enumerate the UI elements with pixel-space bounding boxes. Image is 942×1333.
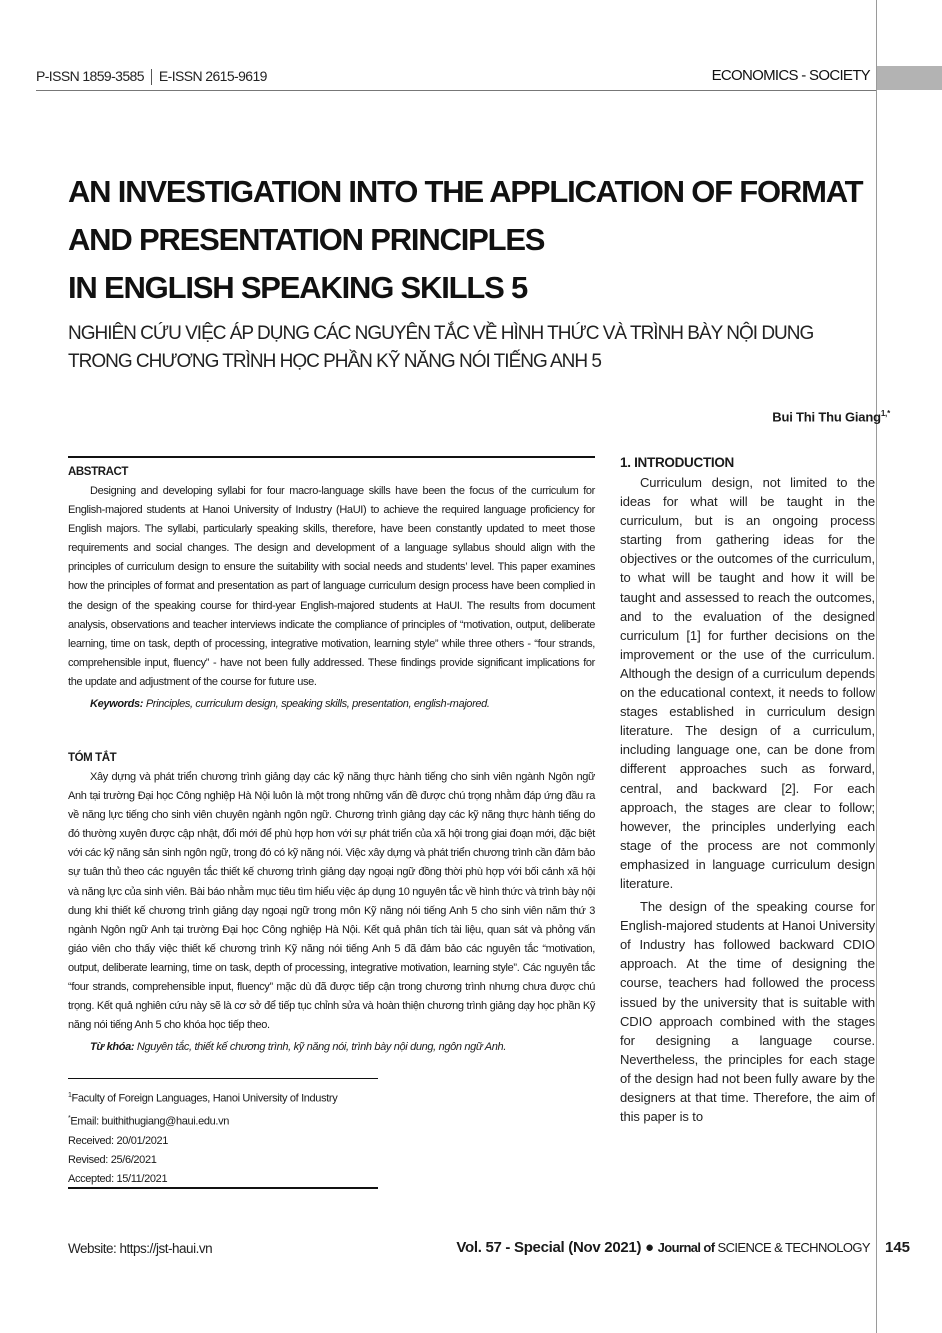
issn-print: P-ISSN 1859-3585: [36, 68, 144, 84]
margin-rule: [876, 0, 877, 1333]
keywords-text: Nguyên tắc, thiết kế chương trình, kỹ năng nói, trình bày nội dung, ngôn ngữ Anh.: [136, 1041, 507, 1054]
email: [68, 1109, 337, 1132]
subtitle-line: TRONG CHƯƠNG TRÌNH HỌC PHẦN KỸ NĂNG NÓI TIẾNG ANH 5: [68, 351, 601, 372]
subtitle-line: NGHIÊN CỨU VIỆC ÁP DỤNG CÁC NGUYÊN TẮC VỀ HÌNH THỨC VÀ TRÌNH BÀY NỘI DUNG: [68, 323, 814, 344]
header-rule: [36, 90, 876, 91]
keywords: [90, 698, 595, 710]
abstract-text: Designing and developing syllabi for four macro-language skills have been the focus of the curriculum for English-majored students at Hanoi University of Industry (HaUI) to achieve the required language proficiency for English majors. The syllabi, particularly speaking skills, therefore, have been constantly updated to meet those requirements and social changes. The design and development of a language syllabus should align with the principles of curriculum design to ensure the suitability with social needs and students’ level. This paper examines how the principles of format and presentation as part of language curriculum design process have been complied in the design of the speaking course for third-year English-majored students at HaUI. The results from document analysis, observations and teacher interviews indicate the compliance of principles of “motivation, output, deliberate learning, time on task, depth of processing, integrative motivation, learning style” while three others - “four strands, comprehensible input, fluency” - have not been fully addressed. These findings provide significant implications for the update and adjustment of the course for future use.: [68, 485, 595, 688]
title-line: AND PRESENTATION PRINCIPLES: [68, 222, 545, 257]
volume: Vol. 57 - Special (Nov 2021): [456, 1239, 642, 1256]
page-title: [68, 168, 862, 312]
vietnamese-title: [68, 320, 813, 376]
accepted-date: Accepted: 15/11/2021: [68, 1173, 168, 1186]
author-name: Bui Thi Thu Giang: [772, 409, 881, 425]
section-label: ECONOMICS - SOCIETY: [711, 67, 870, 84]
footnote-rule: [68, 1078, 378, 1079]
introduction-heading: 1. INTRODUCTION: [620, 455, 735, 470]
received-date: Received: 20/01/2021: [68, 1134, 169, 1147]
journal-name: SCIENCE & TECHNOLOGY: [717, 1240, 870, 1255]
bullet: ●: [645, 1239, 654, 1256]
tomtat-heading: TÓM TẮT: [68, 752, 117, 764]
affiliation-text: Faculty of Foreign Languages, Hanoi University of Industry: [71, 1092, 338, 1105]
journal-prefix: Journal of: [657, 1240, 715, 1255]
paragraph: Curriculum design, not limited to the ideas for what will be taught in the curriculum, but is an ongoing process starting from gathering ideas for the objectives or the outcomes of the curriculum, to what will be taught and how it will be taught and assessed to reach the outcomes, and to the evaluation of the designed curriculum [1] for further decisions on the improvement or the use of the curriculum. Although the design of a curriculum depends on the educational context, it needs to follow stages established in curriculum design literature. The design of a curriculum, including language one, can be done from different approaches such as forward, central, and backward [2]. For each approach, the stages are clear to follow; however, the principles underlying each stage of the process are not commonly emphasized in language curriculum design literature.: [620, 475, 875, 891]
email-link[interactable]: Email: buithithugiang@haui.edu.vn: [70, 1115, 229, 1128]
affiliation: [68, 1086, 337, 1109]
keywords-label: Từ khóa:: [90, 1041, 135, 1054]
divider: [151, 69, 152, 85]
author-marks: 1,*: [880, 409, 890, 418]
tomtat-keywords: [90, 1041, 595, 1053]
tomtat-section: [68, 752, 595, 1053]
abstract-section: [68, 466, 595, 710]
issn-header: [36, 68, 267, 85]
tomtat-text: Xây dựng và phát triển chương trình giảng dạy các kỹ năng thực hành tiếng cho sinh viên ngành Ngôn ngữ Anh tại trường Đại học Công nghiệp Hà Nội luôn là một trong những vấn đề được chú trọng nhằm đáp ứng đầu ra về năng lực tiếng cho sinh viên chuyên ngành ngôn ngữ. Chương trình giảng dạy các kỹ năng thực hành tiếng do đó thường xuyên được cập nhật, đổi mới để phù hợp hơn với sự phát triển của xã hội trong giai đoạn mới, đặc biệt với các kỹ năng sản sinh ngôn ngữ, trong đó có kỹ năng nói. Việc xây dựng và phát triển chương trình cần đảm bảo sự tuân thủ theo các nguyên tắc thiết kế chương trình giảng dạy ngoại ngữ đồng thời phù hợp với bối cảnh xã hội và năng lực của sinh viên. Bài báo nhằm mục tiêu tìm hiểu việc áp dụng 10 nguyên tắc về hình thức và trình bày nội dung khi thiết kế chương trình giảng dạy ngoại ngữ trong môn Kỹ năng nói tiếng Anh 5 cho sinh viên năm thứ 3 ngành Ngôn ngữ Anh tại trường Đại học Công nghiệp Hà Nội. Kết quả phân tích tài liệu, quan sát và phỏng vấn giáo viên cho thấy việc thiết kế chương trình Kỹ năng nói tiếng Anh 5 đã đảm bảo các nguyên tắc “motivation, output, deliberate learning, time on task, depth of processing, integrative motivation, learning style”. Các nguyên tắc “four strands, comprehensible input, fluency” mặc dù đã được tiếp cận trong chương trình nhưng chưa được chú trọng. Kết quả nghiên cứu này sẽ là cơ sở để tiếp tục chỉnh sửa và hoàn thiện chương trình giảng dạy học phần Kỹ năng nói tiếng Anh 5 cho khóa học tiếp theo.: [68, 771, 595, 1032]
mark: *: [68, 1114, 71, 1122]
revised-date: Revised: 25/6/2021: [68, 1153, 157, 1166]
introduction-section: [620, 455, 875, 1130]
keywords-label: Keywords:: [90, 698, 144, 711]
section-tab-marker: [877, 66, 942, 90]
abstract-rule: [68, 456, 595, 458]
page-number: 145: [885, 1239, 911, 1256]
issn-electronic: E-ISSN 2615-9619: [158, 68, 267, 84]
journal-footer: [456, 1239, 870, 1256]
footnote-bottom-rule: [68, 1187, 378, 1189]
keywords-text: Principles, curriculum design, speaking skills, presentation, english-majored.: [145, 698, 490, 711]
title-line: AN INVESTIGATION INTO THE APPLICATION OF FORMAT: [68, 174, 863, 209]
abstract-heading: ABSTRACT: [68, 466, 129, 478]
title-line: IN ENGLISH SPEAKING SKILLS 5: [68, 270, 528, 305]
website-link[interactable]: Website: https://jst-haui.vn: [68, 1241, 213, 1256]
mark: 1: [68, 1092, 72, 1099]
paragraph: The design of the speaking course for English-majored students at Hanoi University of Industry has followed backward CDIO approach. At the time of designing the course, teachers had followed the process issued by the university that is suitable with CDIO approach combined with the stages for designing a language course. Nevertheless, the principles for each stage of the design had not been fully aware by the designers at that time. Therefore, the aim of this paper is to: [620, 899, 875, 1125]
author: [772, 409, 890, 424]
footnotes: [68, 1086, 337, 1189]
